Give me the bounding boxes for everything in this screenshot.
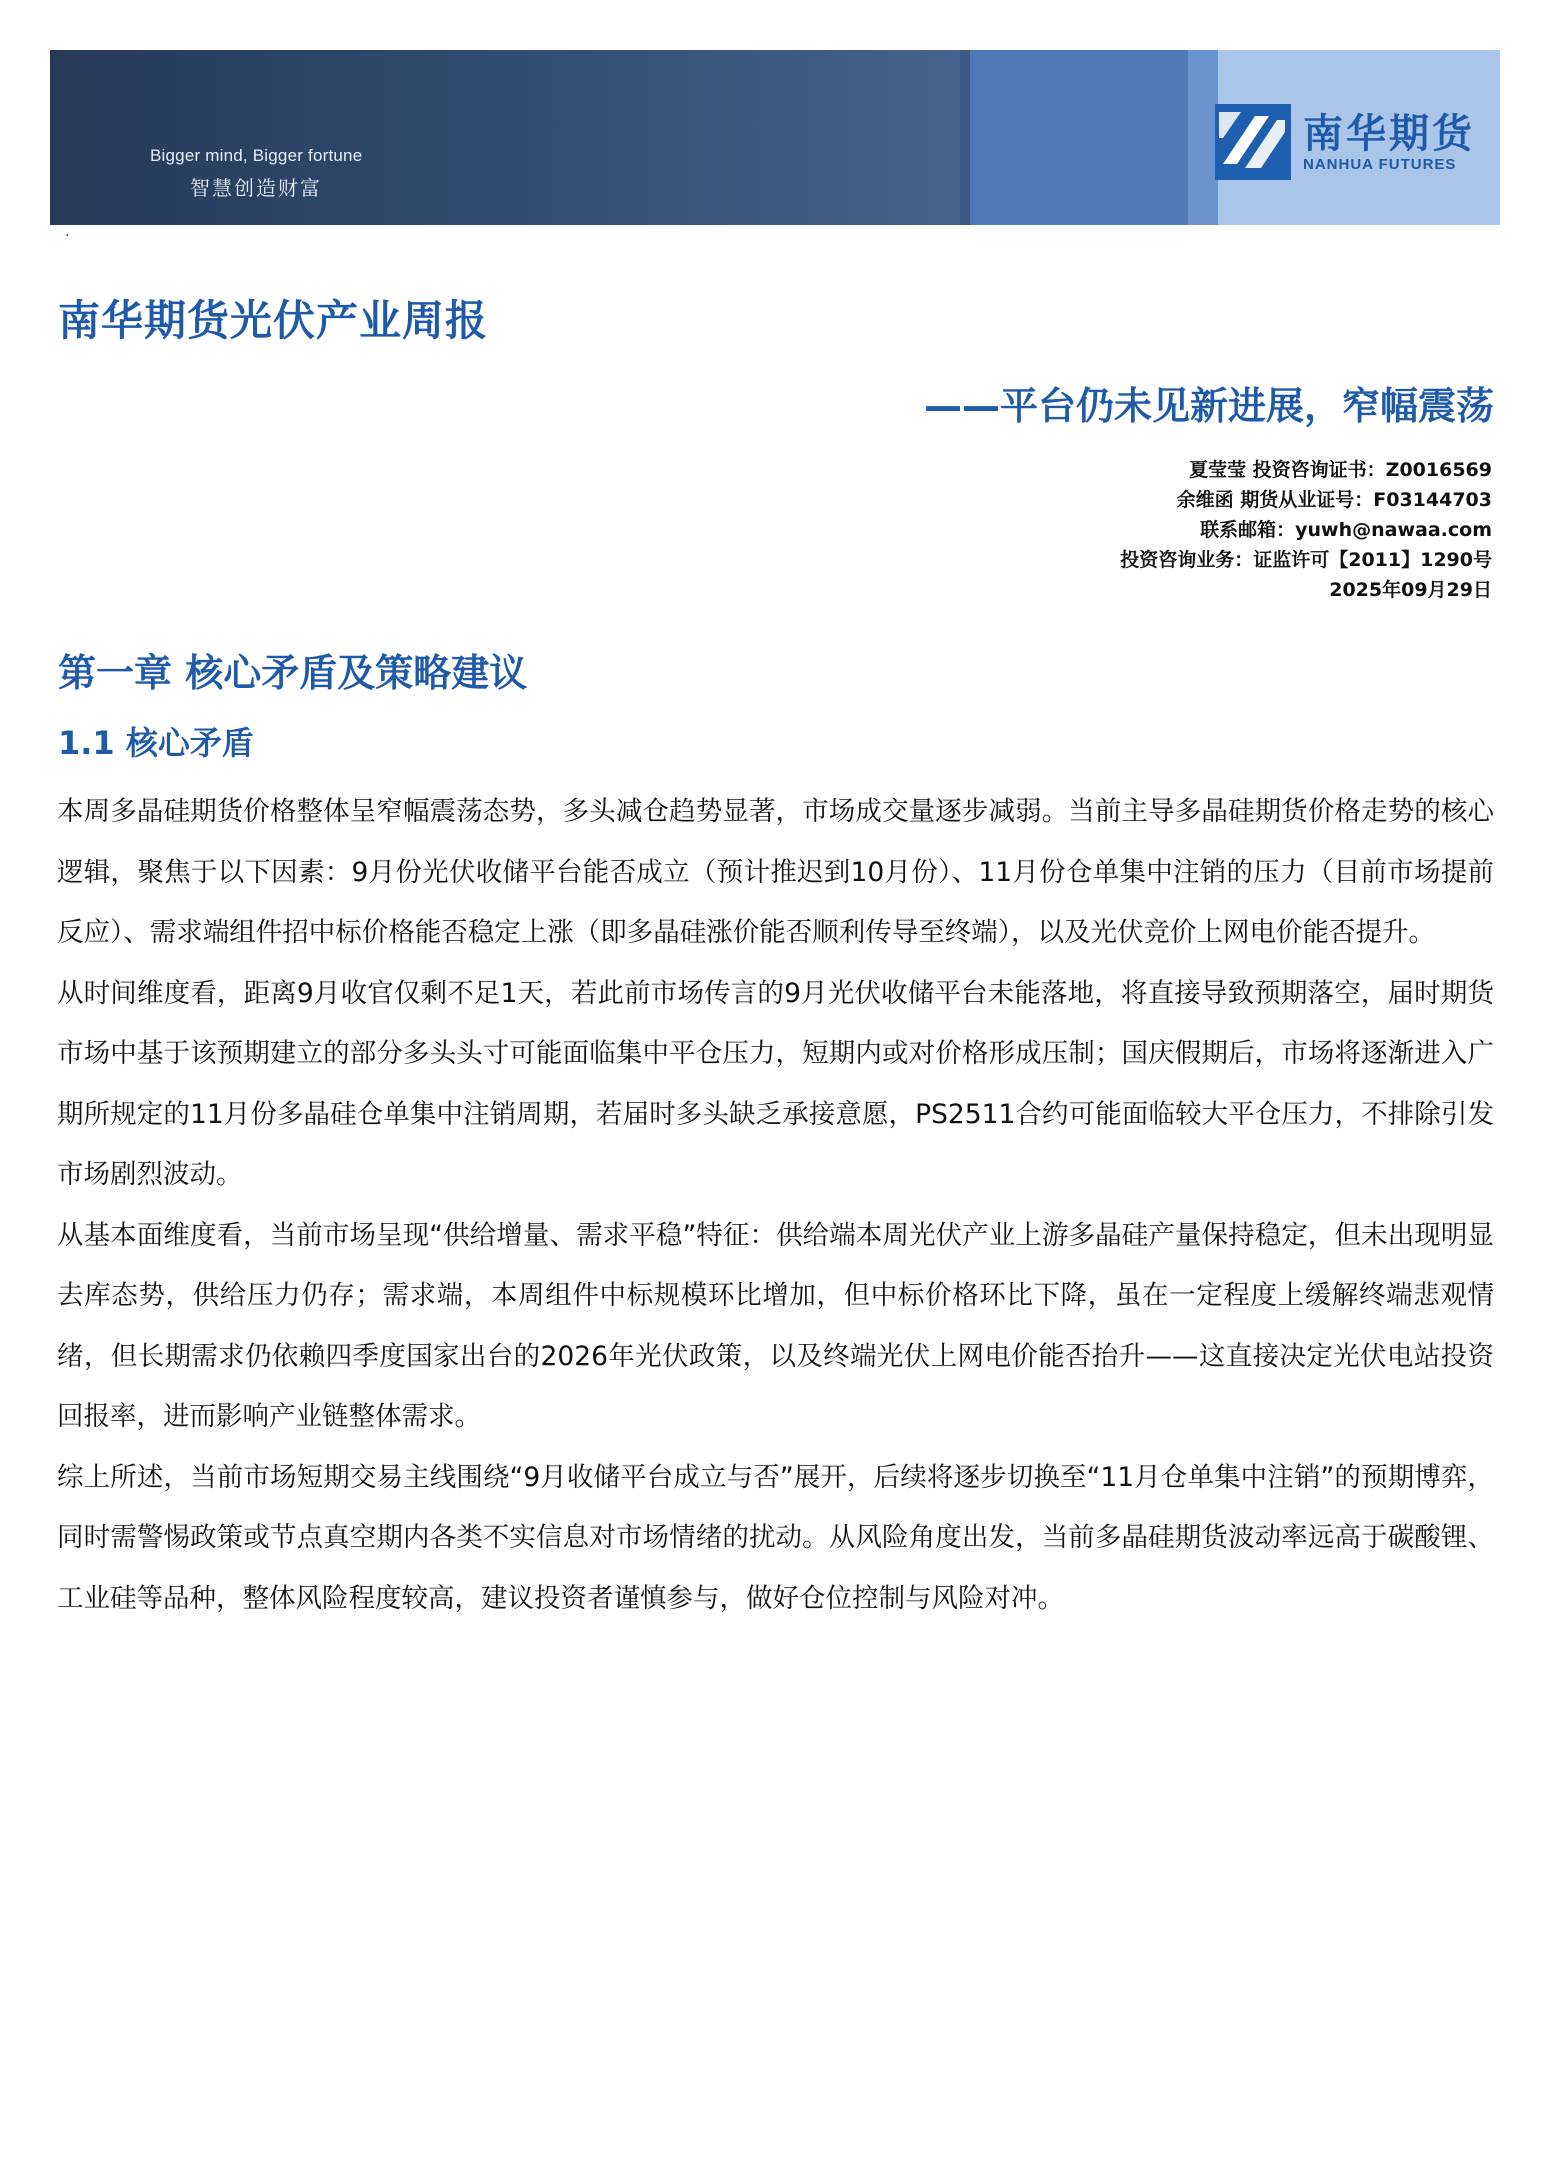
paragraph: 从时间维度看，距离9月收官仅剩不足1天，若此前市场传言的9月光伏收储平台未能落地，将直接导致预期落空，届时期货市场中基于该预期建立的部分多头头寸可能面临集中平仓压力，短期内或对价格形成压制；国庆假期后，市场将逐渐进入广期所规定的11月份多晶硅仓单集中注销周期，若届时多头缺乏承接意愿，PS2511合约可能面临较大平仓压力，不排除引发市场剧烈波动。 <box>57 977 1494 1190</box>
company-logo <box>1215 104 1475 180</box>
chapter-heading: 第一章 核心矛盾及策略建议 <box>58 651 528 695</box>
meta-line: 联系邮箱：yuwh@nawaa.com <box>1200 519 1492 541</box>
slogan <box>150 146 362 201</box>
logo-name-en: NANHUA FUTURES <box>1303 155 1457 173</box>
banner-stripe <box>1188 50 1218 225</box>
meta-line: 余维函 期货从业证号：F03144703 <box>1176 489 1492 511</box>
report-title: 南华期货光伏产业周报 <box>58 296 489 345</box>
meta-line: 夏莹莹 投资咨询证书：Z0016569 <box>1189 459 1492 481</box>
paragraph: 从基本面维度看，当前市场呈现“供给增量、需求平稳”特征：供给端本周光伏产业上游多晶硅产量保持稳定，但未出现明显去库态势，供给压力仍存；需求端，本周组件中标规模环比增加，但中标价格环比下降，虽在一定程度上缓解终端悲观情绪，但长期需求仍依赖四季度国家出台的2026年光伏政策，以及终端光伏上网电价能否抬升——这直接决定光伏电站投资回报率，进而影响产业链整体需求。 <box>57 1219 1494 1432</box>
banner-stripe <box>970 50 1188 225</box>
banner-stripe <box>960 50 970 225</box>
author-meta <box>1120 455 1492 605</box>
report-subtitle: ——平台仍未见新进展，窄幅震荡 <box>923 384 1494 428</box>
report-date: 2025年09月29日 <box>1329 579 1492 601</box>
slogan-en: Bigger mind, Bigger fortune <box>150 146 363 165</box>
paragraph: 综上所述，当前市场短期交易主线围绕“9月收储平台成立与否”展开，后续将逐步切换至“11月仓单集中注销”的预期博弈，同时需警惕政策或节点真空期内各类不实信息对市场情绪的扰动。从风险角度出发，当前多晶硅期货波动率远高于碳酸锂、工业硅等品种，整体风险程度较高，建议投资者谨慎参与，做好仓位控制与风险对冲。 <box>57 1461 1494 1614</box>
logo-name-cn: 南华期货 <box>1303 110 1475 157</box>
body-text <box>57 782 1494 1629</box>
paragraph: 本周多晶硅期货价格整体呈窄幅震荡态势，多头减仓趋势显著，市场成交量逐步减弱。当前主导多晶硅期货价格走势的核心逻辑，聚焦于以下因素：9月份光伏收储平台能否成立（预计推迟到10月份）、11月份仓单集中注销的压力（目前市场提前反应）、需求端组件招中标价格能否稳定上涨（即多晶硅涨价能否顺利传导至终端），以及光伏竞价上网电价能否提升。 <box>57 796 1494 948</box>
logo-mark-icon <box>1215 104 1291 180</box>
logo-text <box>1303 112 1475 173</box>
meta-line: 投资咨询业务：证监许可【2011】1290号 <box>1120 549 1492 571</box>
page-dot: · <box>65 228 70 244</box>
slogan-cn: 智慧创造财富 <box>190 176 322 200</box>
section-heading: 1.1 核心矛盾 <box>58 724 254 762</box>
